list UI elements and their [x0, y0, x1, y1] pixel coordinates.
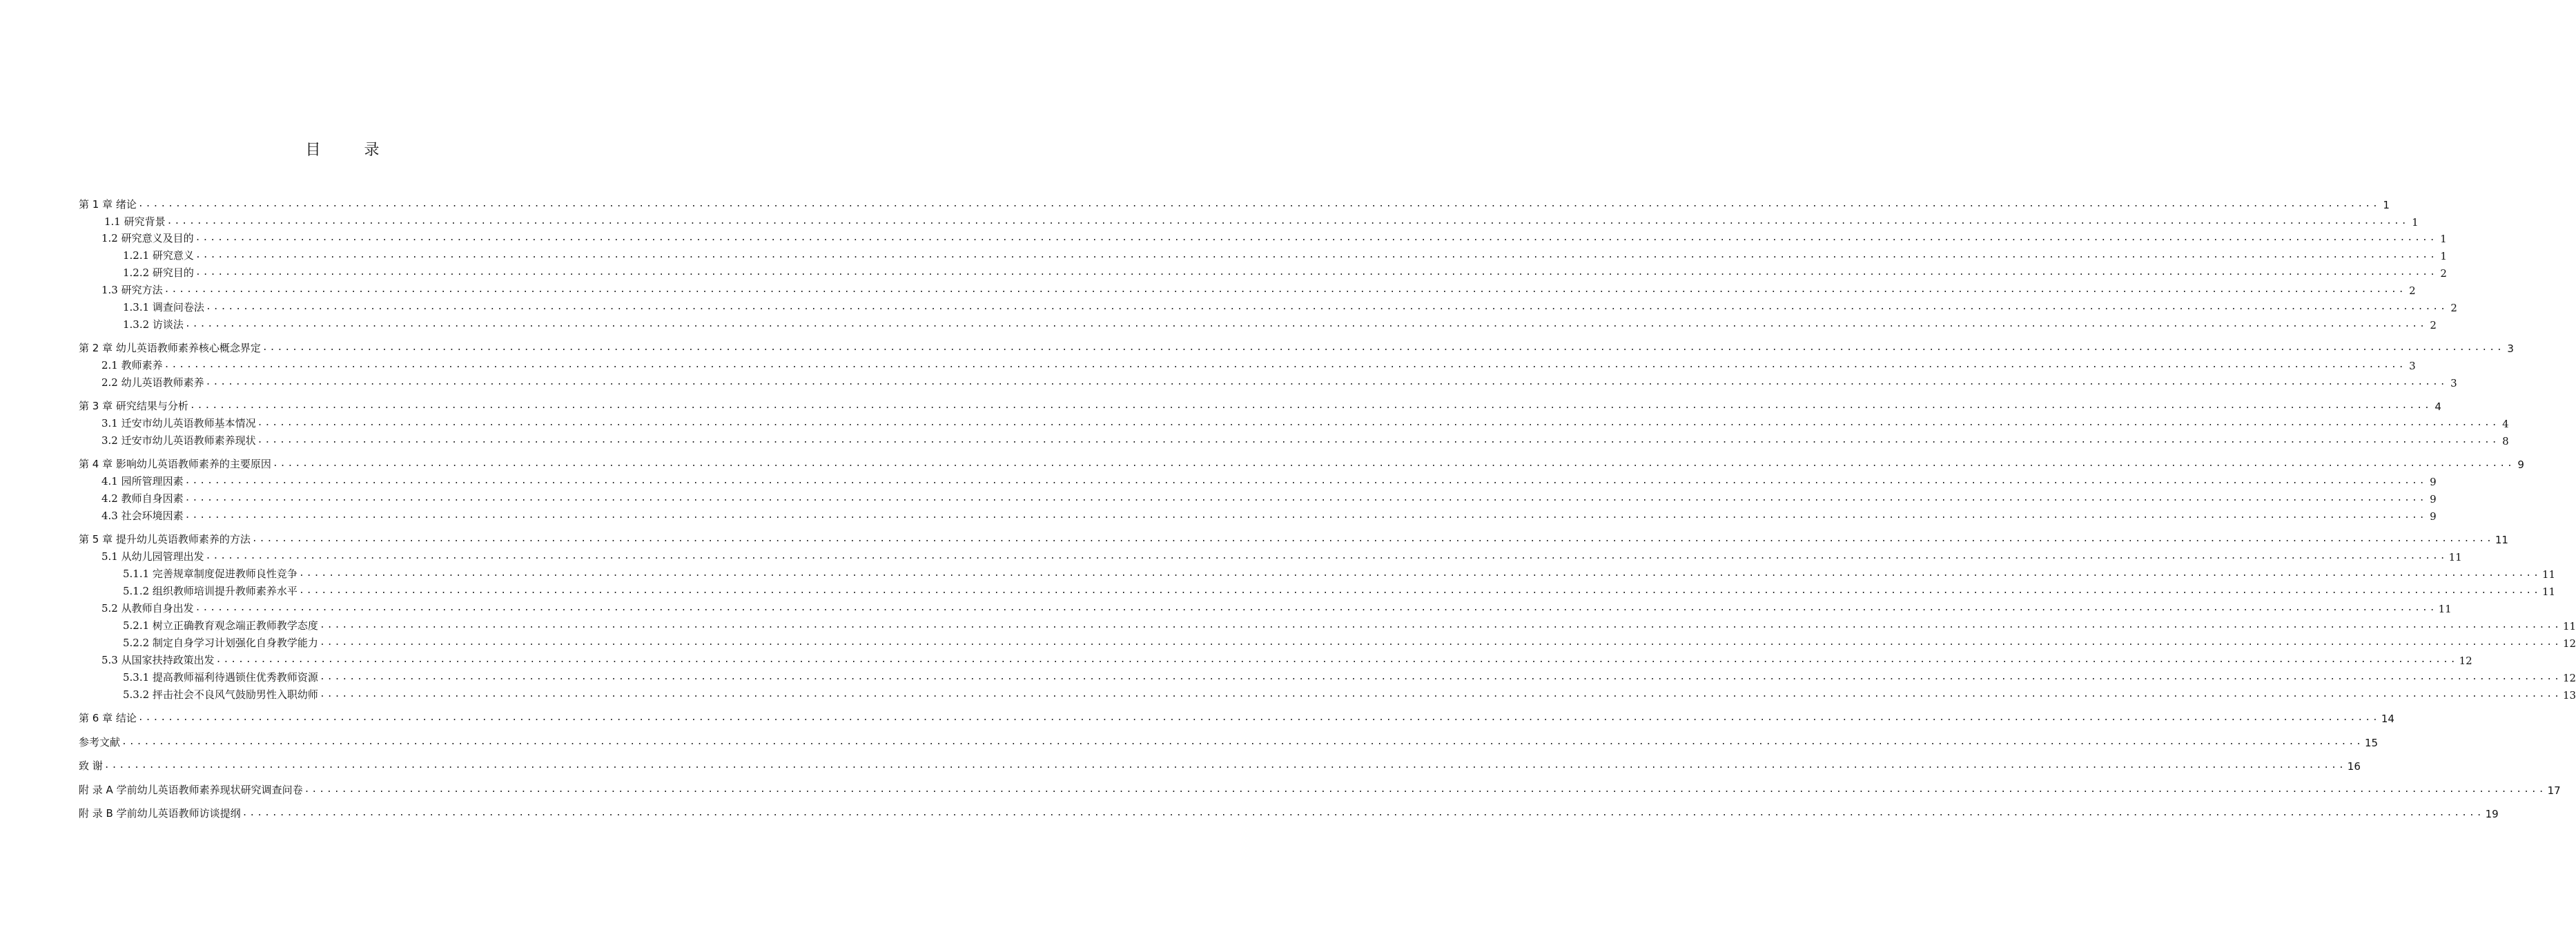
- toc-leader-dots: ............................................................................................................................................................................................................................................................................................................: [205, 377, 2448, 387]
- toc-entry-label: 附 录 B 学前幼儿英语教师访谈提纲: [79, 807, 241, 820]
- toc-entry-label: 第 5 章 提升幼儿英语教师素养的方法: [79, 533, 251, 545]
- toc-entry-page: 1: [2412, 216, 2419, 229]
- toc-entry[interactable]: [79, 212, 2419, 229]
- toc-entry-label: 第 6 章 结论: [79, 712, 137, 724]
- toc-entry-page: 12: [2562, 672, 2576, 684]
- toc-leader-dots: ............................................................................................................................................................................................................................................................................................................: [319, 637, 2562, 648]
- toc-entry[interactable]: [79, 246, 2447, 262]
- toc-entry-page: 2: [2440, 267, 2447, 280]
- toc-entry-page: 11: [2448, 551, 2462, 563]
- toc-entry-page: 1: [2440, 233, 2447, 245]
- toc-entry[interactable]: [79, 780, 2561, 797]
- toc-leader-dots: ............................................................................................................................................................................................................................................................................................................: [251, 534, 2494, 544]
- toc-entry-label: 3.1 迁安市幼儿英语教师基本情况: [101, 417, 256, 429]
- toc-leader-dots: ............................................................................................................................................................................................................................................................................................................: [242, 808, 2484, 818]
- toc-entry[interactable]: [79, 633, 2576, 650]
- toc-entry-label: 第 3 章 研究结果与分析: [79, 400, 188, 412]
- toc-entry-label: 5.1.2 组织教师培训提升教师素养水平: [123, 585, 297, 597]
- toc-entry[interactable]: [79, 547, 2462, 563]
- toc-entry[interactable]: [79, 506, 2437, 523]
- toc-entry-page: 4: [2434, 400, 2441, 413]
- toc-entry-page: 9: [2430, 476, 2437, 488]
- toc-entry-label: 1.3.2 访谈法: [123, 318, 184, 331]
- toc-entry-page: 11: [2562, 620, 2576, 632]
- toc-entry[interactable]: [79, 229, 2447, 245]
- toc-entry-page: 9: [2517, 458, 2524, 471]
- toc-leader-dots: ............................................................................................................................................................................................................................................................................................................: [257, 418, 2499, 428]
- toc-entry[interactable]: [79, 373, 2457, 389]
- toc-entry-label: 5.2.1 树立正确教育观念端正教师教学态度: [123, 619, 318, 632]
- toc-leader-dots: ............................................................................................................................................................................................................................................................................................................: [184, 476, 2427, 486]
- toc-entry[interactable]: [79, 280, 2416, 297]
- toc-leader-dots: ............................................................................................................................................................................................................................................................................................................: [137, 713, 2380, 723]
- toc-title: 目 录: [305, 142, 399, 159]
- toc-leader-dots: ............................................................................................................................................................................................................................................................................................................: [298, 586, 2541, 596]
- toc-entry-page: 2: [2430, 319, 2437, 331]
- toc-entry-label: 第 1 章 绪论: [79, 198, 137, 211]
- toc-entry[interactable]: [79, 616, 2576, 632]
- toc-leader-dots: ............................................................................................................................................................................................................................................................................................................: [205, 551, 2448, 561]
- toc-entry-label: 1.3.1 调查问卷法: [123, 301, 204, 313]
- toc-entry-label: 2.2 幼儿英语教师素养: [101, 376, 204, 389]
- toc-leader-dots: ............................................................................................................................................................................................................................................................................................................: [166, 216, 2409, 226]
- toc-entry-label: 1.2.2 研究目的: [123, 267, 194, 279]
- toc-leader-dots: ............................................................................................................................................................................................................................................................................................................: [319, 689, 2562, 699]
- toc-leader-dots: ............................................................................................................................................................................................................................................................................................................: [164, 360, 2406, 370]
- toc-entry-page: 14: [2381, 713, 2394, 725]
- toc-entry-label: 5.1.1 完善规章制度促进教师良性竞争: [123, 568, 297, 580]
- toc-leader-dots: ............................................................................................................................................................................................................................................................................................................: [184, 493, 2427, 503]
- toc-entry-page: 8: [2502, 435, 2509, 447]
- toc-entry-label: 2.1 教师素养: [101, 359, 163, 371]
- toc-leader-dots: ............................................................................................................................................................................................................................................................................................................: [164, 284, 2406, 295]
- toc-leader-dots: ............................................................................................................................................................................................................................................................................................................: [121, 737, 2364, 747]
- toc-entry[interactable]: [79, 356, 2416, 372]
- toc-leader-dots: ............................................................................................................................................................................................................................................................................................................: [319, 620, 2562, 630]
- toc-entry-label: 1.3 研究方法: [101, 284, 163, 296]
- toc-entry[interactable]: [79, 396, 2441, 413]
- toc-entry[interactable]: [79, 733, 2379, 749]
- toc-leader-dots: ............................................................................................................................................................................................................................................................................................................: [184, 319, 2427, 329]
- toc-entry-label: 1.2.1 研究意义: [123, 249, 194, 262]
- toc-entry-label: 第 2 章 幼儿英语教师素养核心概念界定: [79, 342, 261, 354]
- toc-leader-dots: ............................................................................................................................................................................................................................................................................................................: [195, 233, 2437, 243]
- toc-entry-page: 11: [2438, 603, 2452, 615]
- toc-leader-dots: ............................................................................................................................................................................................................................................................................................................: [195, 267, 2437, 278]
- toc-leader-dots: ............................................................................................................................................................................................................................................................................................................: [257, 435, 2499, 445]
- toc-entry[interactable]: [79, 650, 2472, 667]
- toc-entry[interactable]: [79, 581, 2556, 598]
- toc-entry-page: 9: [2430, 510, 2437, 523]
- toc-leader-dots: ............................................................................................................................................................................................................................................................................................................: [195, 603, 2437, 613]
- toc-entry-label: 第 4 章 影响幼儿英语教师素养的主要原因: [79, 458, 271, 470]
- toc-leader-dots: ............................................................................................................................................................................................................................................................................................................: [189, 400, 2432, 411]
- toc-entry-page: 12: [2562, 637, 2576, 650]
- toc-entry[interactable]: [79, 685, 2576, 702]
- toc-leader-dots: ............................................................................................................................................................................................................................................................................................................: [304, 784, 2546, 795]
- toc-entry[interactable]: [79, 599, 2452, 615]
- toc-entry[interactable]: [79, 298, 2457, 314]
- toc-entry[interactable]: [79, 315, 2437, 331]
- toc-entry[interactable]: [79, 472, 2437, 488]
- toc-entry-page: 17: [2547, 784, 2561, 797]
- toc-entry[interactable]: [79, 338, 2514, 355]
- toc-entry-label: 附 录 A 学前幼儿英语教师素养现状研究调查问卷: [79, 784, 303, 796]
- toc-entry-page: 1: [2383, 199, 2390, 211]
- toc-leader-dots: ............................................................................................................................................................................................................................................................................................................: [272, 458, 2515, 469]
- toc-entry[interactable]: [79, 195, 2390, 211]
- toc-leader-dots: ............................................................................................................................................................................................................................................................................................................: [104, 760, 2346, 771]
- toc-entry-page: 9: [2430, 493, 2437, 505]
- toc-entry[interactable]: [79, 431, 2509, 447]
- toc-entry-page: 16: [2347, 760, 2361, 773]
- toc-entry-page: 11: [2495, 534, 2508, 546]
- toc-entry[interactable]: [79, 668, 2576, 684]
- toc-leader-dots: ............................................................................................................................................................................................................................................................................................................: [262, 342, 2504, 353]
- toc-entry-page: 15: [2365, 737, 2379, 749]
- toc-entry-label: 1.2 研究意义及目的: [101, 232, 194, 244]
- toc-entry-page: 11: [2541, 568, 2556, 581]
- toc-entry-label: 4.1 园所管理因素: [101, 475, 184, 487]
- toc-entry[interactable]: [79, 804, 2499, 820]
- toc-entry-page: 3: [2450, 377, 2457, 389]
- toc-leader-dots: ............................................................................................................................................................................................................................................................................................................: [195, 250, 2437, 260]
- toc-entry-page: 2: [2450, 302, 2457, 314]
- toc-entry[interactable]: [79, 564, 2556, 581]
- toc-entry-label: 5.3 从国家扶持政策出发: [101, 654, 215, 666]
- toc-entry[interactable]: [79, 530, 2508, 546]
- toc-entry-page: 19: [2485, 808, 2499, 820]
- toc-entry-page: 12: [2459, 655, 2472, 667]
- toc-entry-label: 3.2 迁安市幼儿英语教师素养现状: [101, 434, 256, 447]
- toc-leader-dots: ............................................................................................................................................................................................................................................................................................................: [205, 302, 2448, 312]
- toc-entry[interactable]: [79, 414, 2509, 430]
- toc-entry-label: 参考文献: [79, 736, 121, 748]
- toc-entry-label: 4.2 教师自身因素: [101, 492, 184, 505]
- toc-entry[interactable]: [79, 756, 2361, 773]
- toc-entry-label: 5.3.2 抨击社会不良风气鼓励男性入职幼师: [123, 688, 318, 701]
- toc-entry[interactable]: [79, 708, 2394, 725]
- toc-entry-label: 5.2.2 制定自身学习计划强化自身教学能力: [123, 637, 318, 649]
- toc-entry[interactable]: [79, 263, 2447, 280]
- toc-entry[interactable]: [79, 489, 2437, 505]
- toc-entry-label: 1.1 研究背景: [104, 215, 166, 228]
- toc-leader-dots: ............................................................................................................................................................................................................................................................................................................: [184, 510, 2427, 521]
- toc-entry-label: 5.1 从幼儿园管理出发: [101, 550, 204, 563]
- toc-leader-dots: ............................................................................................................................................................................................................................................................................................................: [215, 655, 2458, 665]
- toc-entry-label: 5.3.1 提高教师福利待遇锁住优秀教师资源: [123, 671, 318, 684]
- toc-entry[interactable]: [79, 454, 2524, 471]
- toc-entry-page: 4: [2502, 418, 2509, 430]
- toc-entry-page: 11: [2541, 586, 2556, 598]
- toc-entry-page: 2: [2409, 284, 2416, 297]
- toc-entry-label: 4.3 社会环境因素: [101, 510, 184, 522]
- toc-entry-page: 13: [2562, 689, 2576, 702]
- toc-entry-label: 5.2 从教师自身出发: [101, 602, 194, 615]
- toc-entry-page: 1: [2440, 250, 2447, 262]
- toc-entry-page: 3: [2507, 342, 2514, 355]
- toc-leader-dots: ............................................................................................................................................................................................................................................................................................................: [298, 568, 2541, 579]
- toc-leader-dots: ............................................................................................................................................................................................................................................................................................................: [137, 199, 2380, 209]
- toc-entry-page: 3: [2409, 360, 2416, 372]
- toc-entry-label: 致 谢: [79, 760, 103, 772]
- toc-leader-dots: ............................................................................................................................................................................................................................................................................................................: [319, 672, 2562, 682]
